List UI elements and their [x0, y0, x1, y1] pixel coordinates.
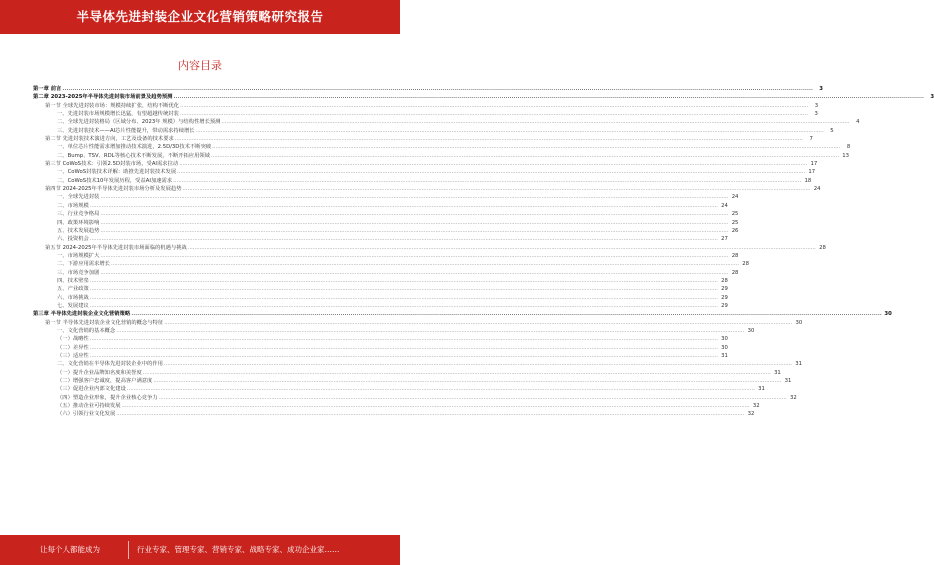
toc-page-number: 3: [930, 94, 934, 101]
toc-entry[interactable]: [33, 294, 728, 302]
toc-page-number: 3: [814, 102, 819, 109]
toc-page-number: 7: [809, 136, 813, 143]
toc-entry-text: 一、文化营销的基本概念: [57, 327, 116, 334]
toc-entry[interactable]: [33, 377, 792, 385]
toc-entry-text: （六）引领行业文化发展: [57, 411, 116, 418]
toc-page-number: 13: [842, 152, 850, 159]
toc-entry[interactable]: [33, 93, 934, 101]
toc-leader-dots: [100, 227, 728, 235]
toc-entry-text: 一、CoWoS封装技术详解：助推先进封装技术发展: [57, 169, 177, 176]
toc-page-number: 30: [795, 319, 803, 326]
toc-entry-text: （五）推动企业可持续发展: [57, 403, 121, 410]
toc-page-number: 30: [721, 336, 728, 343]
toc-leader-dots: [90, 277, 718, 285]
toc-entry[interactable]: [33, 394, 797, 402]
toc-page-number: 25: [731, 219, 739, 226]
toc-leader-dots: [131, 310, 882, 318]
toc-page-number: 30: [884, 311, 892, 318]
footer-slogan: 让每个人都能成为: [40, 545, 100, 554]
toc-entry[interactable]: [33, 319, 803, 327]
toc-leader-dots: [100, 193, 728, 201]
toc-entry[interactable]: [33, 260, 750, 268]
toc-entry[interactable]: [33, 193, 739, 201]
toc-title: 内容目录: [178, 59, 222, 72]
toc-leader-dots: [100, 269, 728, 277]
toc-leader-dots: [173, 177, 801, 185]
toc-leader-dots: [212, 143, 840, 151]
toc-page-number: 17: [808, 169, 816, 176]
toc-page-number: 3: [819, 86, 823, 92]
toc-entry[interactable]: [33, 118, 860, 126]
toc-entry-text: 五、技术发展趋势: [57, 227, 100, 234]
toc-entry-text: （二）增强客户忠诚度，提高客户满意度: [57, 378, 153, 385]
toc-entry[interactable]: [33, 327, 755, 335]
toc-entry-text: 二、CoWoS技术10年发展历程，受益AI加速需求: [57, 177, 173, 184]
toc-leader-dots: [116, 410, 744, 418]
toc-page-number: 28: [731, 252, 739, 259]
toc-page-number: 28: [721, 277, 728, 284]
toc-entry[interactable]: [33, 277, 728, 285]
toc-entry-text: （一）战略性: [57, 336, 89, 343]
toc-leader-dots: [180, 102, 808, 110]
toc-page-number: 18: [804, 177, 812, 184]
toc-leader-dots: [177, 168, 805, 176]
report-title: 半导体先进封装企业文化营销策略研究报告: [76, 9, 324, 24]
toc-leader-dots: [90, 352, 718, 360]
toc-leader-dots: [164, 319, 792, 327]
toc-entry[interactable]: [33, 369, 781, 377]
toc-leader-dots: [111, 260, 739, 268]
toc-page-number: 25: [731, 211, 739, 218]
toc-entry[interactable]: [33, 360, 802, 368]
toc-leader-dots: [180, 110, 808, 118]
toc-entry[interactable]: [33, 152, 850, 160]
toc-entry-text: 第一章 前言: [33, 86, 62, 92]
toc-entry-text: 二、市场规模: [57, 202, 89, 209]
toc-page-number: 27: [721, 236, 728, 243]
toc-leader-dots: [90, 202, 718, 210]
footer-bar: [0, 535, 400, 565]
toc-entry-text: 二、全球先进封装格局（区域分布、2023年 规模）与结构性增长预测: [57, 119, 221, 126]
toc-page-number: 32: [789, 394, 797, 401]
toc-entry-text: 三、行业竞争格局: [57, 211, 100, 218]
toc-entry-text: 六、投资机会: [57, 236, 89, 243]
toc-entry[interactable]: [33, 235, 728, 243]
toc-leader-dots: [90, 302, 718, 310]
toc-entry[interactable]: [33, 160, 818, 168]
footer-divider: [128, 541, 129, 559]
toc-leader-dots: [90, 344, 718, 352]
toc-entry[interactable]: [33, 335, 728, 343]
toc-leader-dots: [100, 252, 728, 260]
toc-entry-text: （二）差异性: [57, 344, 89, 351]
toc-entry-text: （四）塑造企业形象，提升企业核心竞争力: [57, 394, 158, 401]
toc-page-number: 31: [784, 378, 792, 385]
toc-entry-text: 七、发展建议: [57, 302, 89, 309]
toc-entry[interactable]: [33, 302, 728, 310]
toc-page-number: 5: [830, 127, 834, 134]
toc-page-number: 31: [758, 386, 765, 393]
toc-leader-dots: [175, 135, 803, 143]
toc-entry-text: 六、市场挑战: [57, 294, 89, 301]
toc-page-number: 17: [810, 161, 818, 168]
footer-tagline: 行业专家、管理专家、营销专家、战略专家、成功企业家……: [137, 545, 340, 554]
toc-entry-text: 第三章 半导体先进封装企业文化营销策略: [33, 311, 131, 318]
toc-entry[interactable]: [33, 344, 728, 352]
toc-leader-dots: [179, 160, 807, 168]
toc-entry-text: 第五节 2024-2025年半导体先进封装市场面临的机遇与挑战: [45, 244, 187, 251]
toc-page-number: 31: [774, 369, 781, 376]
toc-entry-text: 一、先进封装市场规模增长迅猛，有望超越传统封装: [57, 111, 179, 118]
toc-page-number: 32: [752, 403, 760, 410]
toc-entry[interactable]: [33, 244, 826, 252]
toc-entry-text: 二、下游应用需求增长: [57, 261, 110, 268]
toc-leader-dots: [122, 402, 750, 410]
toc-page-number: 30: [721, 344, 728, 351]
toc-entry[interactable]: [33, 227, 739, 235]
toc-leader-dots: [221, 118, 849, 126]
toc-entry-text: 第二节 先进封装技术演进方向，工艺及设备的技术要求: [45, 136, 174, 143]
toc-page-number: 29: [721, 294, 728, 301]
toc-page-number: 28: [819, 244, 826, 251]
toc-entry[interactable]: [33, 110, 818, 118]
toc-entry-text: 第三节 CoWoS技术：引领2.5D封装市场，受AI需求拉动: [45, 161, 179, 168]
toc-page-number: 31: [795, 361, 802, 368]
toc-leader-dots: [143, 369, 771, 377]
toc-leader-dots: [183, 185, 811, 193]
toc-leader-dots: [188, 244, 816, 252]
toc-leader-dots: [127, 385, 755, 393]
toc-entry-text: 四、技术壁垒: [57, 277, 89, 284]
toc-leader-dots: [211, 152, 839, 160]
toc-leader-dots: [90, 235, 718, 243]
toc-page-number: 24: [721, 202, 728, 209]
toc-page-number: 29: [721, 286, 728, 293]
toc-entry[interactable]: [33, 285, 728, 293]
toc-entry[interactable]: [33, 202, 728, 210]
toc-page-number: 8: [846, 144, 851, 151]
toc-entry[interactable]: [33, 177, 812, 185]
toc-entry-text: 一、市场规模扩大: [57, 252, 100, 259]
toc-entry[interactable]: [33, 210, 739, 218]
toc-leader-dots: [164, 360, 792, 368]
toc-page-number: 24: [731, 194, 739, 201]
toc-entry-text: 第四节 2024-2025年半导体先进封装市场分析及发展趋势: [45, 186, 182, 193]
toc-page-number: 29: [721, 302, 728, 309]
toc-entry-text: 第一节 全球先进封装市场：规模持续扩张，结构不断优化: [45, 102, 180, 109]
toc-page-number: 24: [813, 186, 821, 193]
toc-entry-text: 一、单位芯片性能需求增加推动技术演进，2.5D/3D技术不断突破: [57, 144, 212, 151]
toc-page-number: 31: [721, 353, 728, 359]
toc-entry[interactable]: [33, 252, 739, 260]
toc-leader-dots: [196, 127, 824, 135]
toc-entry[interactable]: [33, 102, 819, 110]
table-of-contents: [33, 85, 934, 419]
toc-entry-text: 三、市场竞争加剧: [57, 269, 100, 276]
toc-entry[interactable]: [33, 143, 851, 151]
toc-entry-text: 第二章 2023-2025年半导体先进封装市场前景及趋势预测: [33, 94, 173, 101]
toc-page-number: 26: [731, 227, 739, 234]
toc-entry-text: （三）适应性: [57, 353, 89, 359]
toc-entry[interactable]: [33, 402, 760, 410]
toc-leader-dots: [90, 294, 718, 302]
toc-leader-dots: [153, 377, 781, 385]
toc-leader-dots: [90, 285, 718, 293]
toc-entry-text: 四、政策环境影响: [57, 219, 100, 226]
toc-entry[interactable]: [33, 269, 739, 277]
toc-entry[interactable]: [33, 168, 816, 176]
toc-leader-dots: [100, 219, 728, 227]
toc-entry-text: （三）促进企业内部文化建设: [57, 386, 126, 393]
toc-entry-text: 二、文化营销在半导体先进封装企业中的作用: [57, 361, 163, 368]
toc-entry[interactable]: [33, 127, 834, 135]
toc-entry-text: 第一节 半导体先进封装企业文化营销的概念与特征: [45, 319, 164, 326]
toc-page-number: 28: [731, 269, 739, 276]
toc-entry[interactable]: [33, 135, 813, 143]
toc-entry-text: 五、产业政策: [57, 286, 89, 293]
toc-entry-text: 二、Bump、TSV、RDL等核心技术不断发展，不断开拓应用领域: [57, 152, 210, 159]
toc-leader-dots: [100, 210, 728, 218]
toc-entry[interactable]: [33, 185, 821, 193]
toc-entry-text: 一、全球先进封装: [57, 194, 100, 201]
toc-entry[interactable]: [33, 310, 892, 318]
toc-leader-dots: [90, 335, 718, 343]
toc-entry-text: 三、先进封装技术——AI芯片性能提升，带动需求持续增长: [57, 127, 195, 134]
toc-entry-text: （一）提升企业品牌知名度和美誉度: [57, 369, 142, 376]
toc-entry[interactable]: [33, 219, 739, 227]
toc-leader-dots: [159, 394, 787, 402]
toc-page-number: 4: [856, 119, 860, 126]
toc-entry[interactable]: [33, 410, 755, 418]
toc-entry[interactable]: [33, 385, 765, 393]
toc-entry[interactable]: [33, 85, 823, 93]
toc-page-number: 28: [742, 261, 750, 268]
toc-page-number: 32: [747, 411, 755, 418]
toc-page-number: 3: [814, 111, 818, 118]
toc-leader-dots: [173, 93, 924, 101]
toc-leader-dots: [62, 85, 813, 93]
toc-leader-dots: [116, 327, 744, 335]
toc-page-number: 30: [747, 327, 755, 334]
toc-entry[interactable]: [33, 352, 728, 360]
